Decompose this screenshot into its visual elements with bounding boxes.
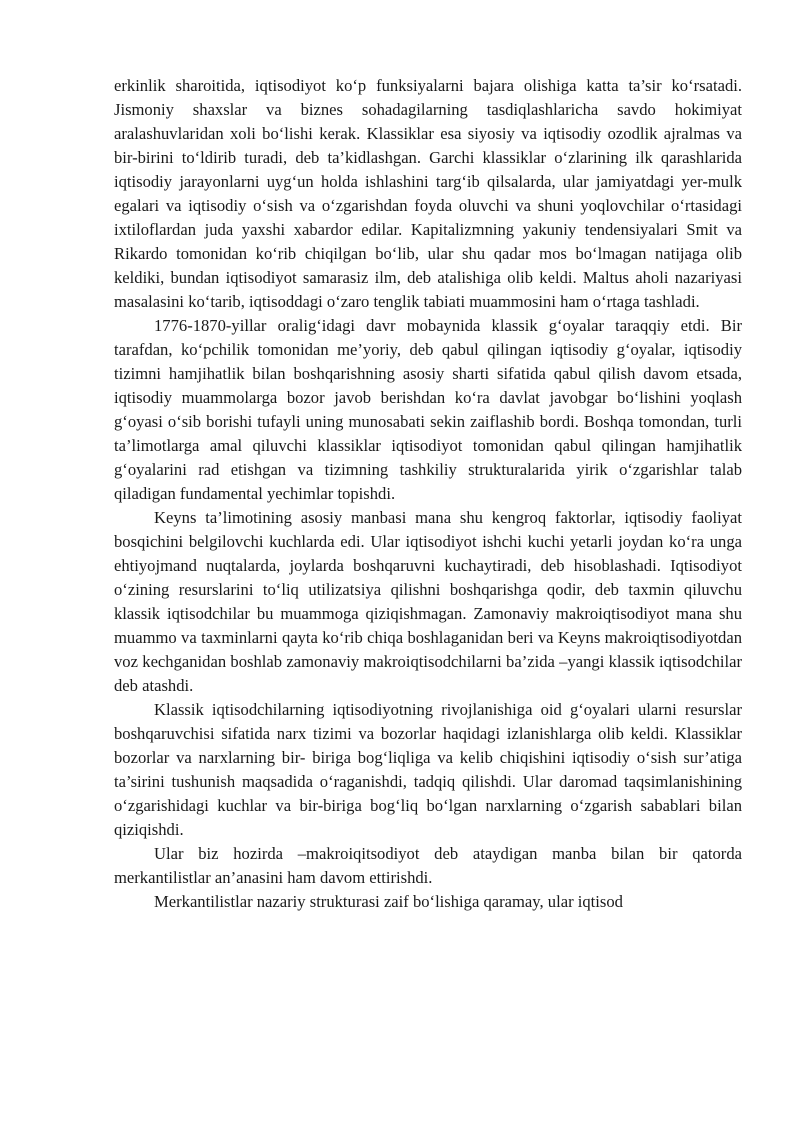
paragraph-5: Ular biz hozirda –makroiqitsodiyot deb ataydigan manba bilan bir qatorda merkantilistlar an’anasini ham davom ettirishdi. [114, 844, 742, 887]
paragraph-6: Merkantilistlar nazariy strukturasi zaif bo‘lishiga qaramay, ular iqtisod [154, 892, 623, 911]
document-page [114, 74, 742, 914]
paragraph-3: Keyns ta’limotining asosiy manbasi mana shu kengroq faktorlar, iqtisodiy faoliyat bosqichini belgilovchi kuchlarda edi. Ular iqtisodiyot ishchi kuchi yetarli joydan ko‘ra unga ehtiyojmand nuqtalarda, joylarda boshqaruvni kuchaytiradi, deb hisoblashadi. Iqtisodiyot o‘zining resurslarini to‘liq utilizatsiya qilishni boshqarishga qodir, deb taxmin qiluvchu klassik iqtisodchilar bu muammoga qiziqishmagan. Zamonaviy makroiqtisodiyot mana shu muammo va taxminlarni qayta ko‘rib chiqa boshlaganidan beri va Keyns makroiqtisodiyotdan voz kechganidan boshlab zamonaviy makroiqtisodchilarni ba’zida –yangi klassik iqtisodchilar deb atashdi. [114, 508, 742, 695]
paragraph-2: 1776-1870-yillar oralig‘idagi davr mobaynida klassik g‘oyalar taraqqiy etdi. Bir tarafdan, ko‘pchilik tomonidan me’yoriy, deb qabul qilingan iqtisodiy g‘oyalar, iqtisodiy tizimni hamjihatlik bilan boshqarishning asosiy sharti sifatida qabul qilish davom etsada, iqtisodiy muammolarga bozor javob berishdan ko‘ra davlat javobgar bo‘lishini yoqlash g‘oyasi o‘sib borishi tufayli uning munosabati sekin zaiflashib bordi. Boshqa tomondan, turli ta’limotlarga amal qiluvchi klassiklar iqtisodiyot tomonidan qabul qilingan hamjihatlik g‘oyalarini rad etishgan va tizimning tashkiliy strukturalarida yirik o‘zgarishlar talab qiladigan fundamental yechimlar topishdi. [114, 316, 742, 503]
paragraph-4: Klassik iqtisodchilarning iqtisodiyotning rivojlanishiga oid g‘oyalari ularni resurslar boshqaruvchisi sifatida narx tizimi va bozorlar haqidagi izlanishlarga olib keldi. Klassiklar bozorlar va narxlarning bir- biriga bog‘liqliga va kelib chiqishini iqtisodiy o‘sish sur’atiga ta’sirini tushunish maqsadida o‘raganishdi, tadqiq qilishdi. Ular daromad taqsimlanishining o‘zgarishidagi kuchlar va bir-biriga bog‘liq bo‘lgan narxlarning o‘zgarish sabablari bilan qiziqishdi. [114, 700, 742, 839]
paragraph-1: erkinlik sharoitida, iqtisodiyot ko‘p funksiyalarni bajara olishiga katta ta’sir ko‘rsatadi. Jismoniy shaxslar va biznes sohadagilarning tasdiqlashlaricha savdo hokimiyat aralashuvlaridan xoli bo‘lishi kerak. Klassiklar esa siyosiy va iqtisodiy ozodlik ajralmas va bir-birini to‘ldirib turadi, deb ta’kidlashgan. Garchi klassiklar o‘zlarining ilk qarashlarida iqtisodiy jarayonlarni uyg‘un holda ishlashini targ‘ib qilsalarda, ular jamiyatdagi yer-mulk egalari va iqtisodiy o‘sish va o‘zgarishdan foyda oluvchi va shuni yoqlovchilar o‘rtasidagi ixtiloflardan juda yaxshi xabardor edilar. Kapitalizmning yakuniy tendensiyalari Smit va Rikardo tomonidan ko‘rib chiqilgan bo‘lib, ular shu qadar mos bo‘lmagan natijaga olib keldiki, bundan iqtisodiyot samarasiz ilm, deb atalishiga olib keldi. Maltus aholi nazariyasi masalasini ko‘tarib, iqtisoddagi o‘zaro tenglik tabiati muammosini ham o‘rtaga tashladi. [114, 76, 742, 311]
